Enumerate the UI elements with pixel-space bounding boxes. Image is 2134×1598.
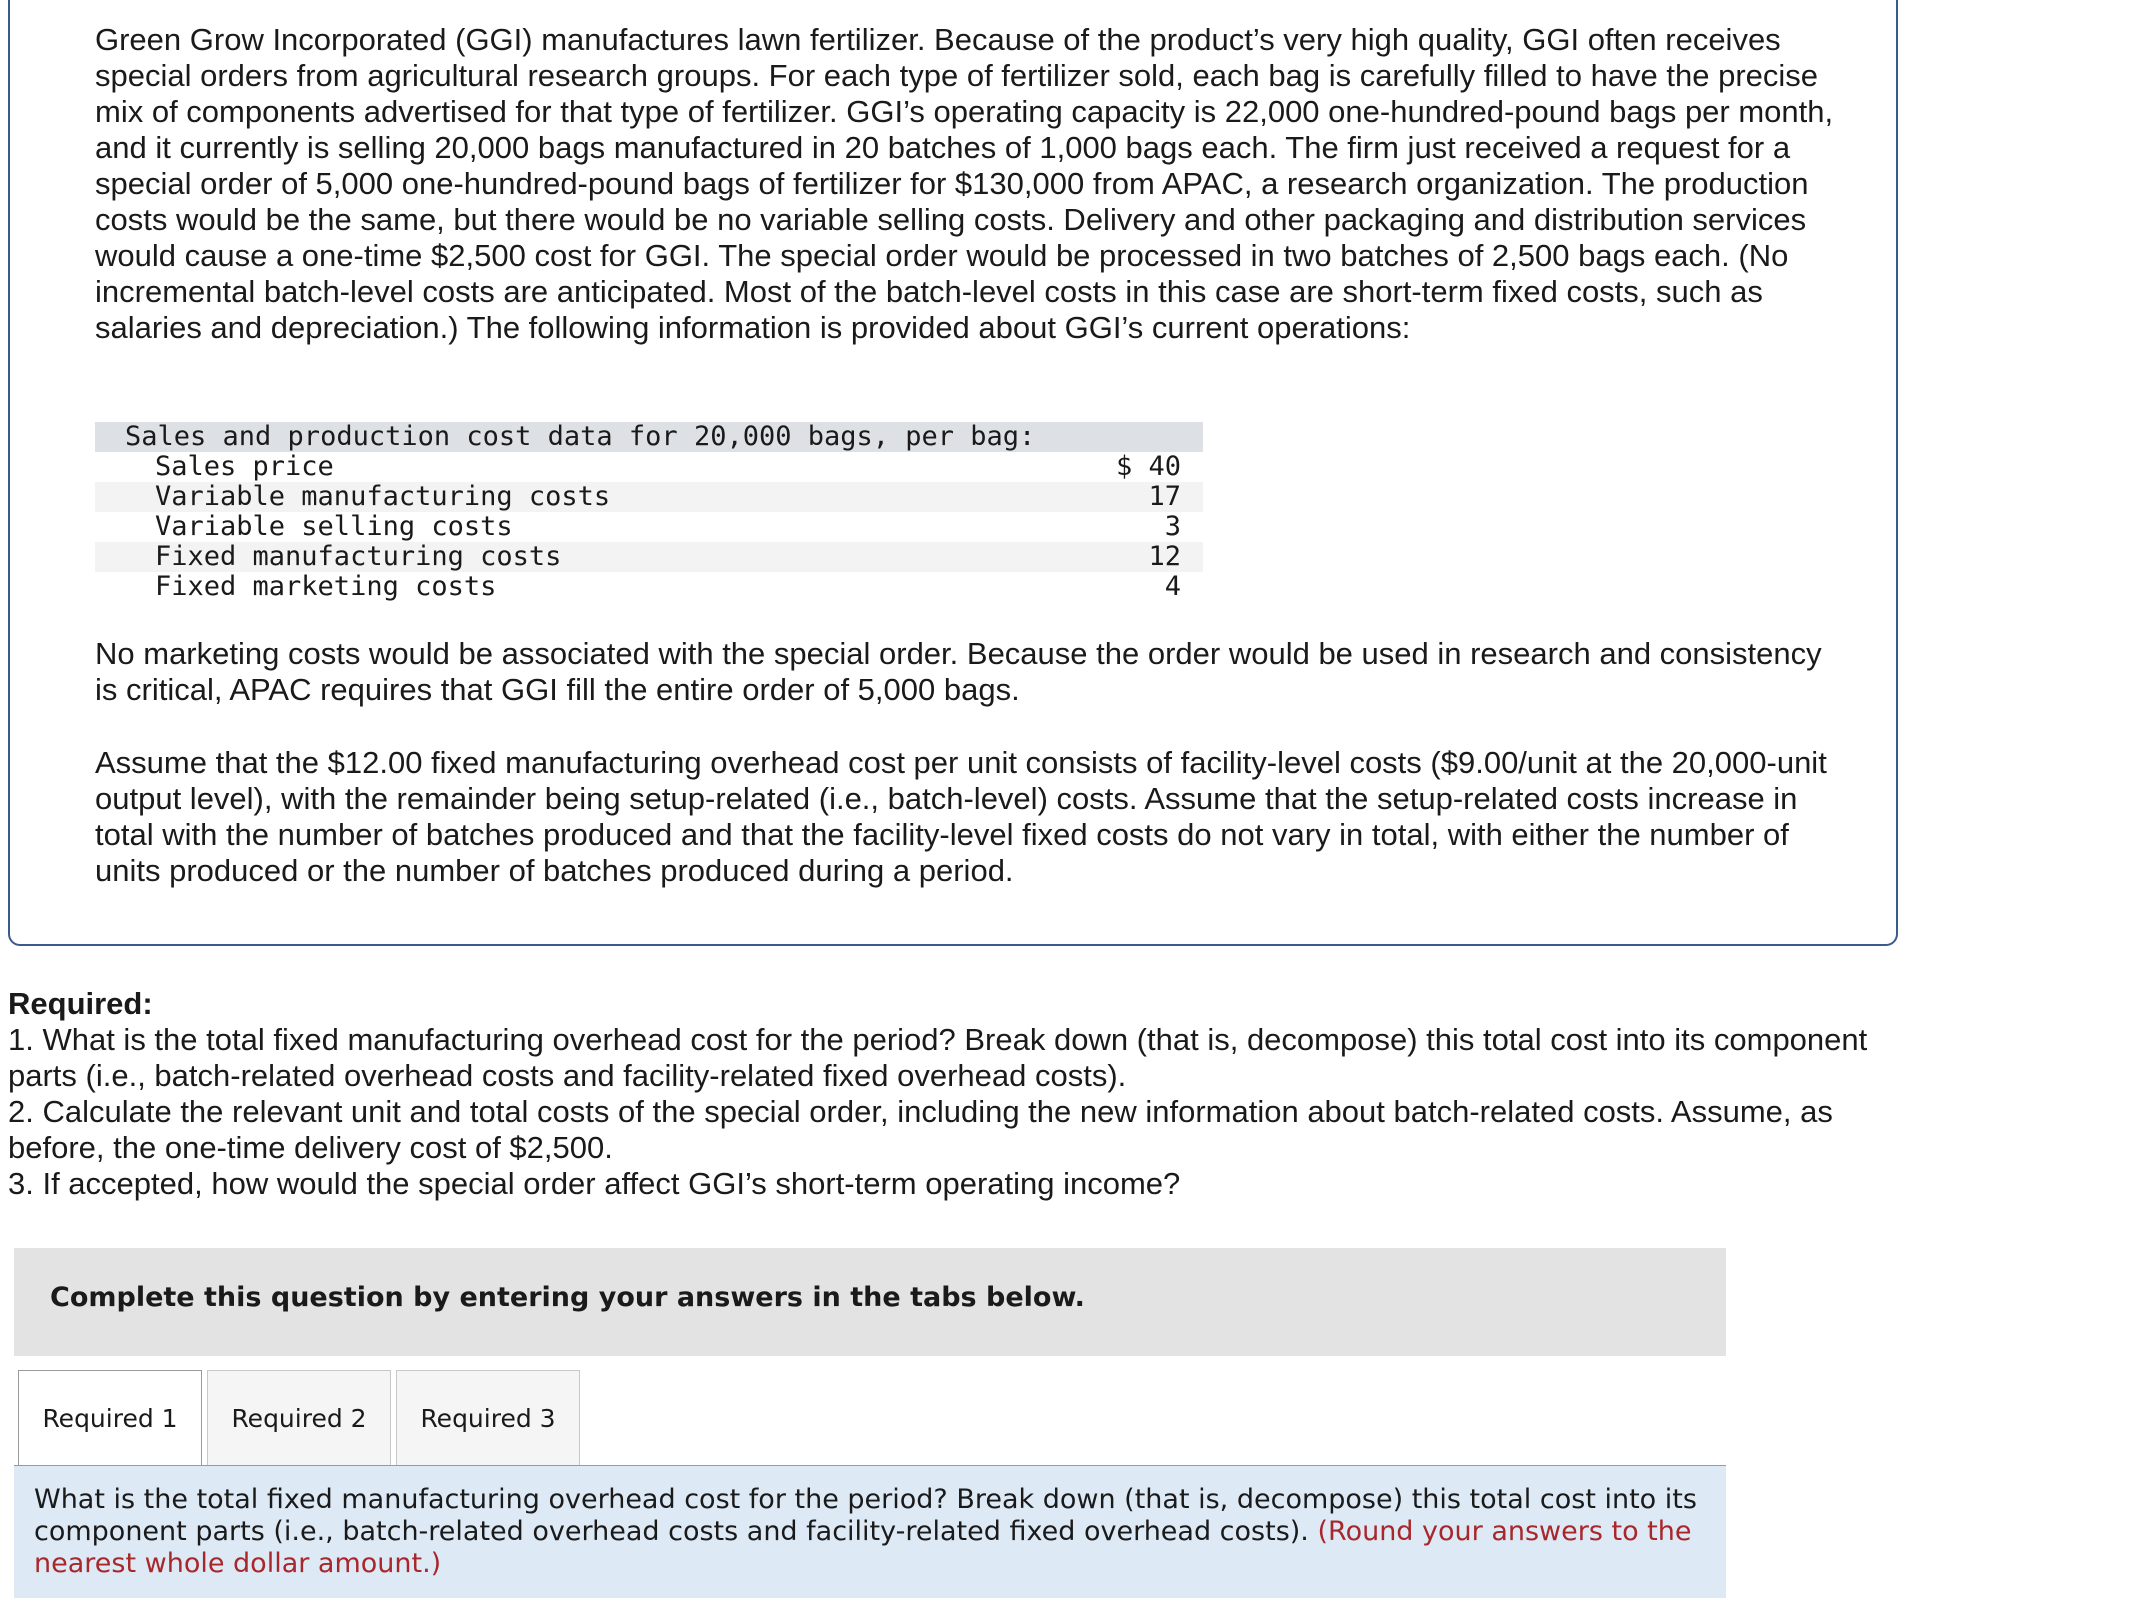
tab-panel-required-1 xyxy=(14,1466,1726,1598)
tab-required-3[interactable]: Required 3 xyxy=(396,1370,580,1466)
required-section xyxy=(8,986,1908,1202)
row-label-fixed-manufacturing: Fixed manufacturing costs xyxy=(155,541,562,572)
instruction-banner xyxy=(14,1248,1726,1356)
row-value-variable-manufacturing: 17 xyxy=(1148,481,1181,512)
row-value-fixed-marketing: 4 xyxy=(1164,571,1181,602)
cost-data-table xyxy=(95,422,1203,602)
cost-table-header xyxy=(95,422,1203,452)
row-label-sales-price: Sales price xyxy=(155,451,334,482)
row-value-sales-price: $ 40 xyxy=(1115,451,1181,482)
rounding-note: (Round your answers to the nearest whole dollar amount.) xyxy=(34,1516,1692,1579)
row-label-variable-manufacturing: Variable manufacturing costs xyxy=(155,481,611,512)
tab-required-1[interactable]: Required 1 xyxy=(18,1370,202,1467)
row-value-fixed-manufacturing: 12 xyxy=(1148,541,1181,572)
table-row xyxy=(95,512,1203,542)
table-row xyxy=(95,482,1203,512)
required-item-2: 2. Calculate the relevant unit and total costs of the special order, including the new information about batch-related costs. Assume, as before, the one-time delivery cost of $2,500. xyxy=(8,1094,1833,1165)
row-label-variable-selling: Variable selling costs xyxy=(155,511,513,542)
instruction-text: Complete this question by entering your answers in the tabs below. xyxy=(50,1282,1085,1313)
cost-table-header-text: Sales and production cost data for 20,000 bags, per bag: xyxy=(125,421,1036,452)
table-row xyxy=(95,542,1203,572)
assumption-text: Assume that the $12.00 fixed manufacturing overhead cost per unit consists of facility-level costs ($9.00/unit at the 20,000-unit output level), with the remainder being setup-related (i.e., batch-level) costs. Assume that the setup-related costs increase in total with the number of batches produced and that the facility-level fixed costs do not vary in total, with either the number of units produced or the number of batches produced during a period. xyxy=(95,745,1827,888)
required-item-3: 3. If accepted, how would the special order affect GGI’s short-term operating income? xyxy=(8,1166,1181,1201)
table-row xyxy=(95,452,1203,482)
answer-tabs xyxy=(18,1370,585,1466)
no-marketing-text: No marketing costs would be associated with the special order. Because the order would be used in research and consistency is critical, APAC requires that GGI fill the entire order of 5,000 bags. xyxy=(95,636,1822,707)
table-row xyxy=(95,572,1203,602)
row-value-variable-selling: 3 xyxy=(1164,511,1181,542)
panel-question-text: What is the total fixed manufacturing overhead cost for the period? Break down (that is, decompose) this total cost into its component parts (i.e., batch-related overhead costs and facility-related fixed overhead costs). xyxy=(34,1484,1697,1547)
problem-intro-text: Green Grow Incorporated (GGI) manufactures lawn fertilizer. Because of the product’s very high quality, GGI often receives special orders from agricultural research groups. For each type of fertilizer sold, each bag is carefully filled to have the precise mix of components advertised for that type of fertilizer. GGI’s operating capacity is 22,000 one-hundred-pound bags per month, and it currently is selling 20,000 bags manufactured in 20 batches of 1,000 bags each. The firm just received a request for a special order of 5,000 one-hundred-pound bags of fertilizer for $130,000 from APAC, a research organization. The production costs would be the same, but there would be no variable selling costs. Delivery and other packaging and distribution services would cause a one-time $2,500 cost for GGI. The special order would be processed in two batches of 2,500 bags each. (No incremental batch-level costs are anticipated. Most of the batch-level costs in this case are short-term fixed costs, such as salaries and depreciation.) The following information is provided about GGI’s current operations: xyxy=(95,22,1834,345)
required-item-1: 1. What is the total fixed manufacturing overhead cost for the period? Break down (that is, decompose) this total cost into its component parts (i.e., batch-related overhead costs and facility-related fixed overhead costs). xyxy=(8,1022,1868,1093)
required-title: Required: xyxy=(8,986,153,1021)
row-label-fixed-marketing: Fixed marketing costs xyxy=(155,571,497,602)
tab-required-2[interactable]: Required 2 xyxy=(207,1370,391,1466)
tab-panel-question xyxy=(34,1484,1714,1580)
